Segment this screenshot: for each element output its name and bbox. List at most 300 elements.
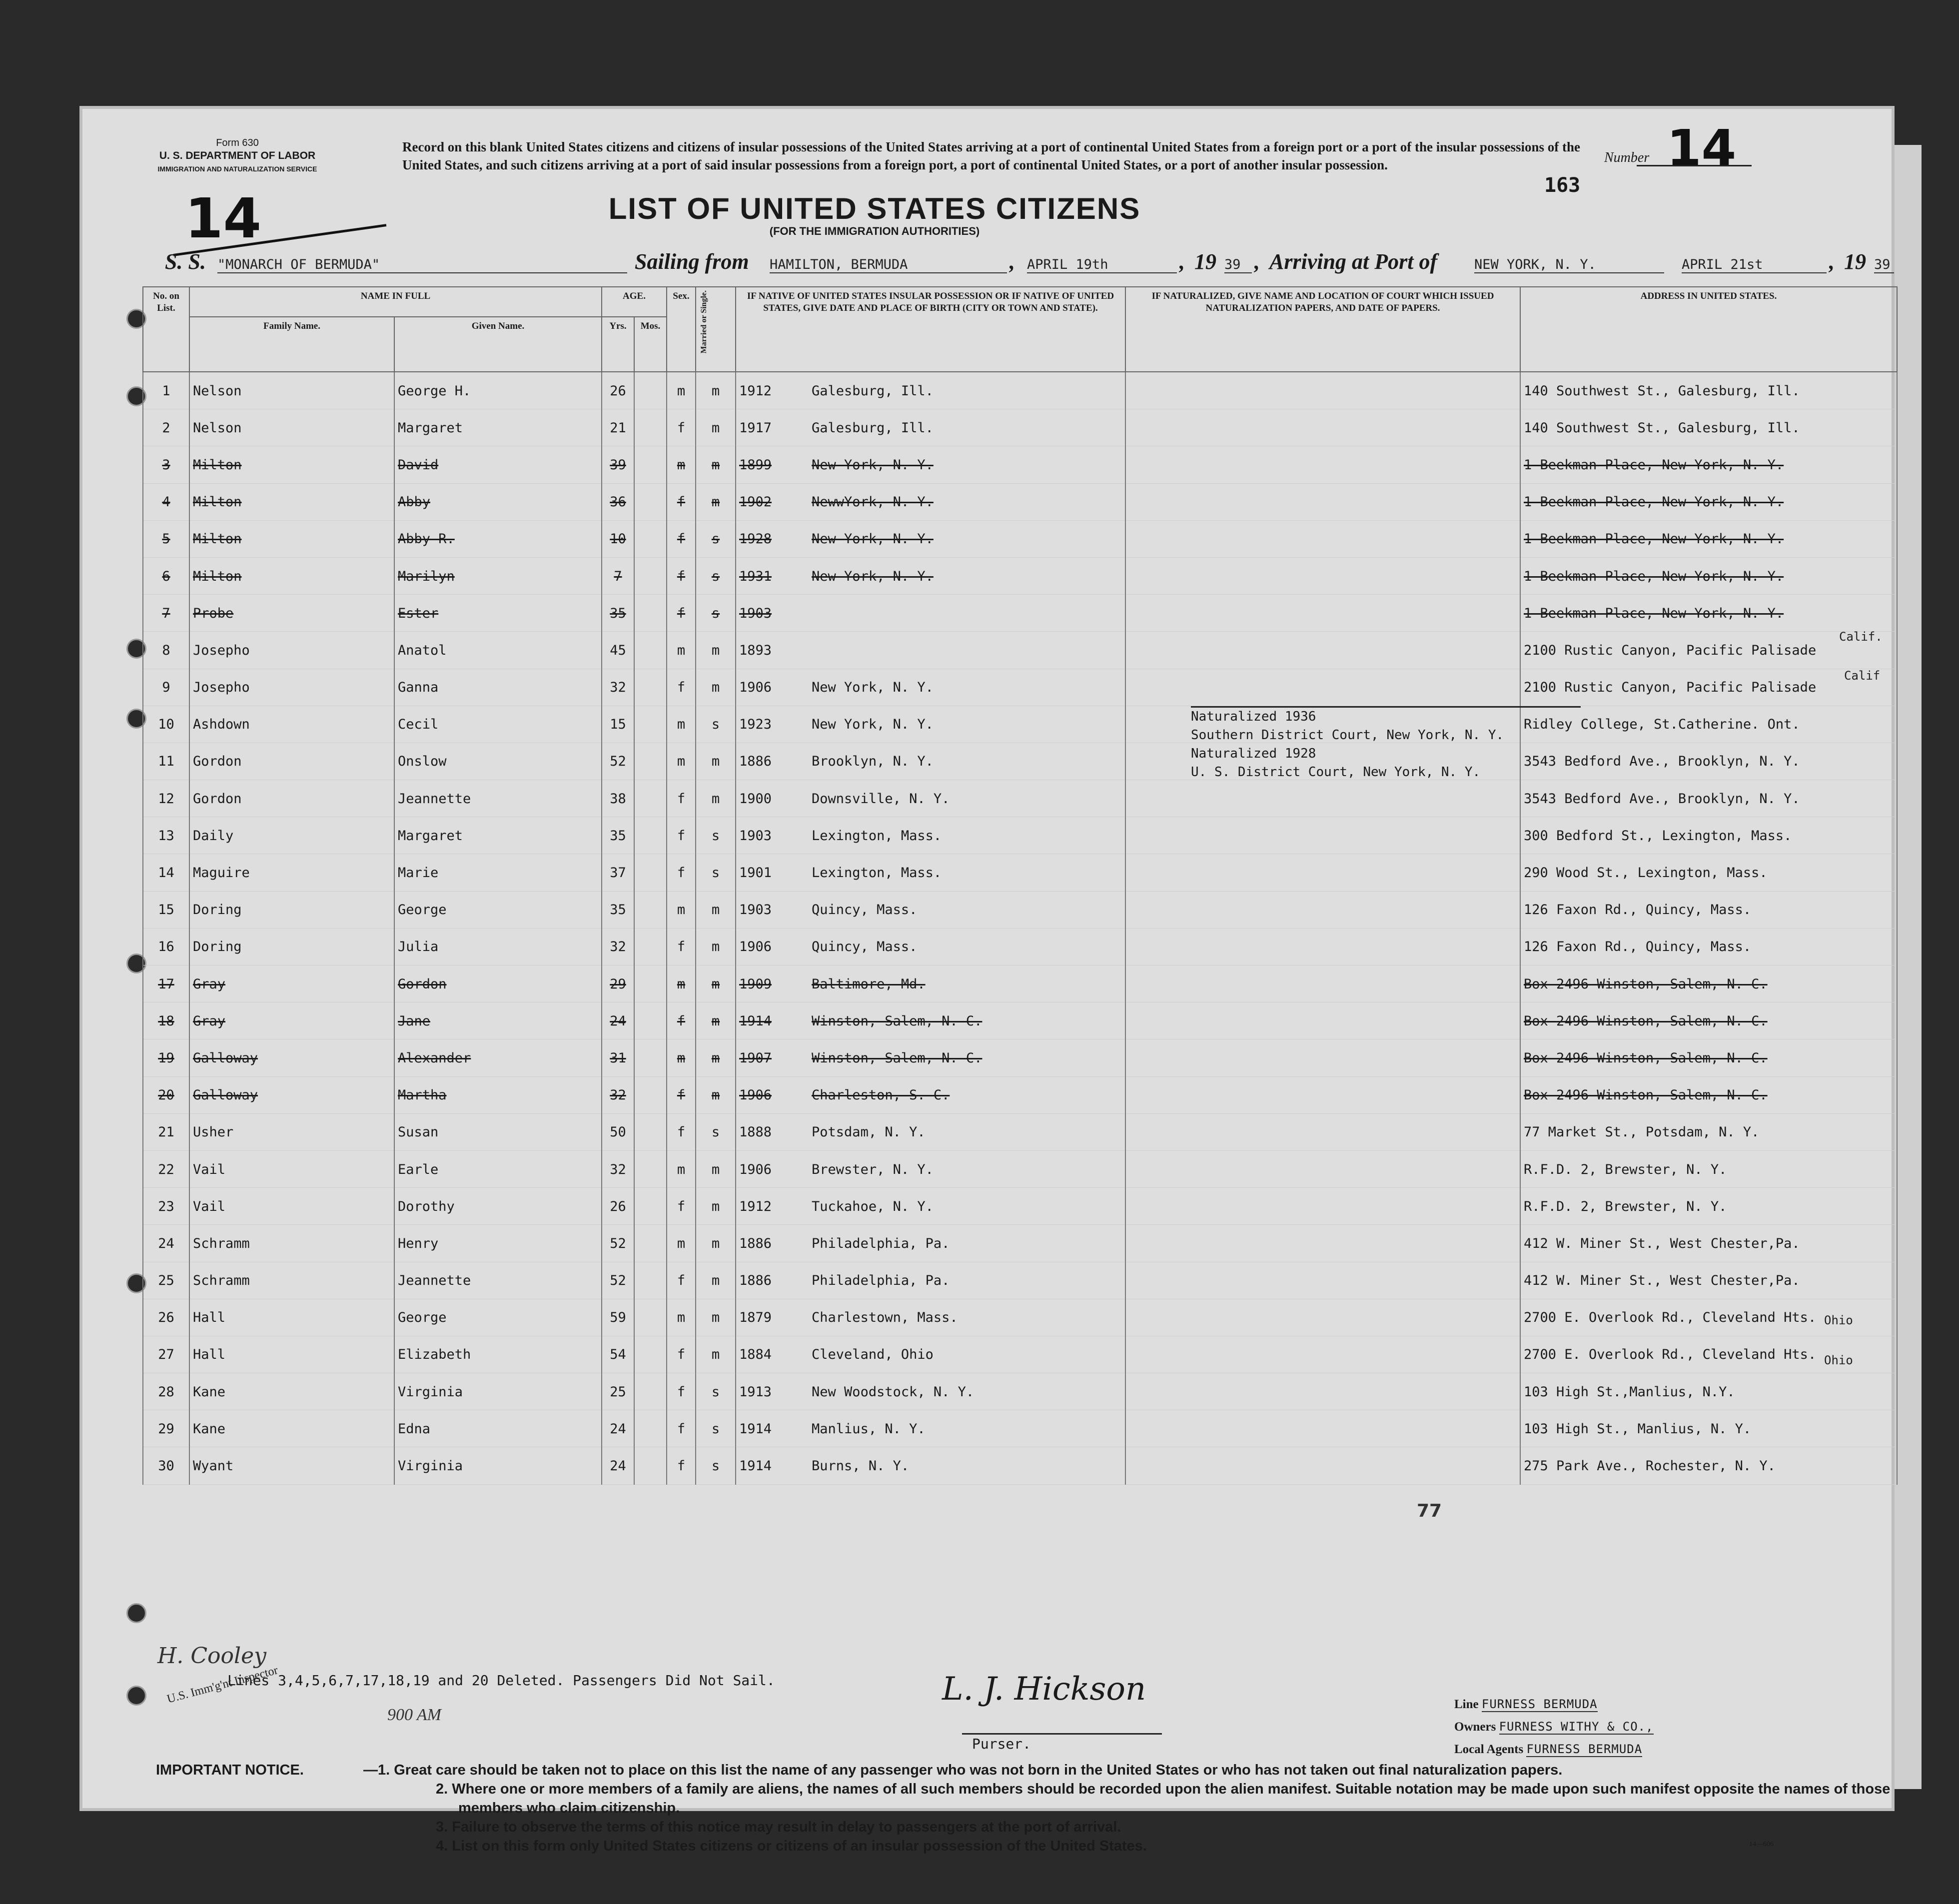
- cell-given: Margaret: [394, 817, 602, 854]
- cell-sex: m: [667, 892, 696, 929]
- cell-birth: [736, 1262, 1125, 1299]
- cell-mos: [634, 1262, 667, 1299]
- cell-no: 7: [143, 595, 189, 632]
- cell-given: George H.: [394, 372, 602, 409]
- cell-address: 290 Wood St., Lexington, Mass.: [1520, 854, 1897, 891]
- cell-marital: m: [696, 484, 736, 521]
- agents-value: FURNESS BERMUDA: [1526, 1742, 1643, 1756]
- cell-family: Milton: [189, 484, 394, 521]
- header-naturalized: IF NATURALIZED, GIVE NAME AND LOCATION OF COURT WHICH ISSUED NATURALIZATION PAPERS, AND DATE OF PAPERS.: [1125, 287, 1520, 372]
- header-family: Family Name.: [189, 317, 394, 372]
- cell-no: 14: [143, 854, 189, 891]
- notice-3: 3. Failure to observe the terms of this notice may result in delay to passengers at the port of arrival.: [436, 1819, 1121, 1835]
- cell-given: Abby: [394, 484, 602, 521]
- table-row: [143, 1114, 1897, 1151]
- cell-sex: f: [667, 669, 696, 706]
- cell-natz: [1125, 780, 1520, 817]
- cell-address: 77 Market St., Potsdam, N. Y.: [1520, 1114, 1897, 1151]
- cell-yrs: 15: [602, 706, 634, 743]
- birth-place: New York, N. Y.: [812, 717, 934, 733]
- cell-family: Galloway: [189, 1039, 394, 1076]
- cell-address: 2100 Rustic Canyon, Pacific Palisade: [1520, 632, 1897, 669]
- birth-place: Winston, Salem, N. C.: [812, 1050, 982, 1066]
- cell-yrs: 10: [602, 521, 634, 558]
- birth-year: 1914: [739, 1421, 772, 1437]
- cell-marital: m: [696, 780, 736, 817]
- cell-birth: [736, 1373, 1125, 1410]
- birth-place: Brewster, N. Y.: [812, 1161, 934, 1177]
- cell-family: Daily: [189, 817, 394, 854]
- cell-address: 1 Beekman Place, New York, N. Y.: [1520, 558, 1897, 595]
- address-annotation-calif-2: Calif: [1844, 669, 1881, 683]
- cell-no: 11: [143, 743, 189, 780]
- birth-year: 1906: [739, 680, 772, 696]
- cell-marital: m: [696, 1002, 736, 1039]
- birth-place: Philadelphia, Pa.: [812, 1235, 950, 1251]
- cell-no: 4: [143, 484, 189, 521]
- cell-no: 29: [143, 1410, 189, 1447]
- cell-family: Kane: [189, 1410, 394, 1447]
- cell-yrs: 32: [602, 1077, 634, 1114]
- voyage-line: S. S. "MONARCH OF BERMUDA" Sailing from HAMILTON, BERMUDA , APRIL 19th , 19 39 , Arriving at Port of NEW YORK, N. Y. APRIL 21st , 19 39: [165, 249, 1894, 279]
- cell-given: Ester: [394, 595, 602, 632]
- cell-given: Margaret: [394, 409, 602, 446]
- cell-birth: [736, 1447, 1125, 1484]
- cell-no: 25: [143, 1262, 189, 1299]
- cell-address: Ridley College, St.Catherine. Ont.: [1520, 706, 1897, 743]
- cell-address: Box 2496 Winston, Salem, N. C.: [1520, 1077, 1897, 1114]
- cell-sex: f: [667, 1410, 696, 1447]
- cell-mos: [634, 446, 667, 483]
- cell-birth: [736, 1225, 1125, 1262]
- cell-natz: [1125, 1262, 1520, 1299]
- arriving-port: NEW YORK, N. Y.: [1474, 257, 1664, 273]
- cell-family: Milton: [189, 446, 394, 483]
- cell-given: Marilyn: [394, 558, 602, 595]
- cell-yrs: 37: [602, 854, 634, 891]
- cell-sex: f: [667, 1447, 696, 1484]
- cell-natz: [1125, 1039, 1520, 1076]
- cell-birth: [736, 854, 1125, 891]
- cell-family: Doring: [189, 892, 394, 929]
- manifest-page: [82, 109, 1892, 1854]
- cell-yrs: 26: [602, 1188, 634, 1225]
- cell-natz: [1125, 1188, 1520, 1225]
- cell-birth: [736, 446, 1125, 483]
- cell-family: Milton: [189, 521, 394, 558]
- cell-marital: s: [696, 1373, 736, 1410]
- cell-birth: [736, 706, 1125, 743]
- cell-given: Virginia: [394, 1447, 602, 1484]
- table-row: [143, 484, 1897, 521]
- header-address: ADDRESS IN UNITED STATES.: [1520, 287, 1897, 372]
- cell-mos: [634, 595, 667, 632]
- cell-mos: [634, 780, 667, 817]
- cell-birth: [736, 929, 1125, 965]
- ship-name: "MONARCH OF BERMUDA": [217, 257, 627, 273]
- cell-sex: f: [667, 817, 696, 854]
- cell-sex: f: [667, 929, 696, 965]
- birth-year: 1914: [739, 1013, 772, 1029]
- cell-sex: m: [667, 446, 696, 483]
- cell-natz: [1125, 1447, 1520, 1484]
- cell-mos: [634, 1077, 667, 1114]
- birth-year: 1914: [739, 1458, 772, 1474]
- birth-place: Potsdam, N. Y.: [812, 1124, 926, 1140]
- instructions-text: Record on this blank United States citizens and citizens of insular possessions of the United States arriving at a port of continental United States from a foreign port or a port of the insular possessions of the United States, and such citizens arriving at a port of said insular possessions from a foreign port, a port of continental United States, or a port of another insular possession.: [402, 139, 1581, 172]
- cell-family: Maguire: [189, 854, 394, 891]
- cell-sex: m: [667, 965, 696, 1002]
- table-row: [143, 1447, 1897, 1484]
- number-label: Number: [1604, 150, 1650, 165]
- birth-year: 1912: [739, 1198, 772, 1214]
- cell-yrs: 38: [602, 780, 634, 817]
- cell-family: Probe: [189, 595, 394, 632]
- birth-year: 1879: [739, 1310, 772, 1326]
- cell-family: Schramm: [189, 1262, 394, 1299]
- cell-marital: m: [696, 1262, 736, 1299]
- cell-address: 140 Southwest St., Galesburg, Ill.: [1520, 409, 1897, 446]
- birth-place: Charleston, S. C.: [812, 1087, 950, 1103]
- cell-marital: s: [696, 595, 736, 632]
- cell-address: Box 2496 Winston, Salem, N. C.: [1520, 965, 1897, 1002]
- cell-no: 21: [143, 1114, 189, 1151]
- cell-mos: [634, 1188, 667, 1225]
- birth-year: 1906: [739, 939, 772, 955]
- cell-natz: [1125, 1410, 1520, 1447]
- arriving-label: Arriving at Port of: [1269, 249, 1438, 274]
- cell-family: Nelson: [189, 372, 394, 409]
- birth-year: 1901: [739, 865, 772, 881]
- inspector-stamp: U.S. Imm'g'nt Inspector: [165, 1664, 280, 1706]
- birth-year: 1923: [739, 717, 772, 733]
- cell-sex: f: [667, 558, 696, 595]
- naturalized-date-2: Naturalized 1928: [1191, 746, 1316, 761]
- cell-address: 140 Southwest St., Galesburg, Ill.: [1520, 372, 1897, 409]
- table-row: [143, 1077, 1897, 1114]
- cell-marital: s: [696, 521, 736, 558]
- cell-family: Gray: [189, 1002, 394, 1039]
- birth-place: Burns, N. Y.: [812, 1458, 910, 1474]
- cell-sex: f: [667, 1336, 696, 1373]
- birth-year: 1886: [739, 1273, 772, 1289]
- cell-mos: [634, 1151, 667, 1188]
- cell-address: 126 Faxon Rd., Quincy, Mass.: [1520, 892, 1897, 929]
- cell-marital: m: [696, 1039, 736, 1076]
- header-birth: IF NATIVE OF UNITED STATES INSULAR POSSESSION OR IF NATIVE OF UNITED STATES, GIVE DATE AND PLACE OF BIRTH (CITY OR TOWN AND STATE).: [736, 287, 1125, 372]
- birth-year: 1913: [739, 1384, 772, 1400]
- table-row: [143, 521, 1897, 558]
- cell-no: 16: [143, 929, 189, 965]
- cell-given: Jeannette: [394, 780, 602, 817]
- cell-yrs: 24: [602, 1447, 634, 1484]
- cell-no: 12: [143, 780, 189, 817]
- cell-mos: [634, 558, 667, 595]
- cell-mos: [634, 817, 667, 854]
- cell-given: David: [394, 446, 602, 483]
- header-no: No. on List.: [143, 287, 189, 372]
- sailing-label: Sailing from: [635, 249, 749, 274]
- cell-mos: [634, 484, 667, 521]
- cell-yrs: 32: [602, 1151, 634, 1188]
- cell-natz: [1125, 1114, 1520, 1151]
- table-row: [143, 1002, 1897, 1039]
- table-row: [143, 595, 1897, 632]
- table-row: [143, 1039, 1897, 1076]
- cell-mos: [634, 1373, 667, 1410]
- cell-no: 9: [143, 669, 189, 706]
- cell-family: Vail: [189, 1151, 394, 1188]
- birth-year: 1886: [739, 754, 772, 770]
- header-mos: Mos.: [634, 317, 667, 372]
- birth-place: Brooklyn, N. Y.: [812, 754, 934, 770]
- line-value: FURNESS BERMUDA: [1481, 1697, 1598, 1711]
- cell-yrs: 31: [602, 1039, 634, 1076]
- cell-given: Earle: [394, 1151, 602, 1188]
- cell-sex: m: [667, 706, 696, 743]
- birth-place: New York, N. Y.: [812, 531, 934, 547]
- cell-no: 26: [143, 1299, 189, 1336]
- header-married: Married or Single.: [700, 290, 708, 354]
- cell-yrs: 52: [602, 1225, 634, 1262]
- cell-birth: [736, 1077, 1125, 1114]
- cell-given: Ganna: [394, 669, 602, 706]
- passenger-list: [142, 286, 1897, 1671]
- cell-natz: [1125, 1077, 1520, 1114]
- cell-natz: [1125, 929, 1520, 965]
- cell-natz: [1125, 1299, 1520, 1336]
- cell-family: Usher: [189, 1114, 394, 1151]
- purser-signature-line: [962, 1733, 1162, 1735]
- cell-given: Elizabeth: [394, 1336, 602, 1373]
- cell-given: Onslow: [394, 743, 602, 780]
- cell-sex: f: [667, 1373, 696, 1410]
- cell-family: Kane: [189, 1373, 394, 1410]
- cell-marital: m: [696, 409, 736, 446]
- year-prefix-2: 19: [1844, 249, 1866, 274]
- cell-yrs: 21: [602, 409, 634, 446]
- naturalization-court-1: Southern District Court, New York, N. Y.: [1191, 728, 1504, 743]
- owners-value: FURNESS WITHY & CO.,: [1499, 1720, 1654, 1734]
- table-row: [143, 1151, 1897, 1188]
- time-note: 900 AM: [387, 1706, 441, 1724]
- cell-marital: m: [696, 929, 736, 965]
- cell-yrs: 24: [602, 1410, 634, 1447]
- birth-place: New York, N. Y.: [812, 568, 934, 584]
- cell-yrs: 35: [602, 595, 634, 632]
- agents-label: Local Agents: [1454, 1743, 1524, 1756]
- cell-given: George: [394, 1299, 602, 1336]
- cell-yrs: 35: [602, 817, 634, 854]
- cell-sex: f: [667, 521, 696, 558]
- header-yrs: Yrs.: [602, 317, 634, 372]
- cell-address: 1 Beekman Place, New York, N. Y.: [1520, 595, 1897, 632]
- cell-given: Virginia: [394, 1373, 602, 1410]
- cell-address: 3543 Bedford Ave., Brooklyn, N. Y.: [1520, 780, 1897, 817]
- cell-family: Vail: [189, 1188, 394, 1225]
- cell-given: Gordon: [394, 965, 602, 1002]
- birth-place: Manlius, N. Y.: [812, 1421, 926, 1437]
- cell-family: Ashdown: [189, 706, 394, 743]
- cell-marital: s: [696, 558, 736, 595]
- cell-no: 1: [143, 372, 189, 409]
- table-row: [143, 929, 1897, 965]
- cell-natz: [1125, 965, 1520, 1002]
- birth-place: Cleveland, Ohio: [812, 1347, 934, 1363]
- page-title: LIST OF UNITED STATES CITIZENS: [608, 192, 1141, 225]
- birth-year: 1902: [739, 494, 772, 510]
- birth-place: Quincy, Mass.: [812, 902, 918, 918]
- cell-marital: s: [696, 1114, 736, 1151]
- cell-no: 15: [143, 892, 189, 929]
- cell-natz: [1125, 372, 1520, 409]
- birth-place: Philadelphia, Pa.: [812, 1273, 950, 1289]
- cell-no: 18: [143, 1002, 189, 1039]
- birth-year: 1906: [739, 1161, 772, 1177]
- cell-natz: [1125, 1336, 1520, 1373]
- birth-place: Baltimore, Md.: [812, 976, 926, 992]
- cell-family: Josepho: [189, 632, 394, 669]
- birth-place: Charlestown, Mass.: [812, 1310, 958, 1326]
- header-given: Given Name.: [394, 317, 602, 372]
- cell-mos: [634, 892, 667, 929]
- cell-sex: f: [667, 854, 696, 891]
- cell-yrs: 45: [602, 632, 634, 669]
- cell-given: Anatol: [394, 632, 602, 669]
- cell-family: Gordon: [189, 743, 394, 780]
- cell-address: 412 W. Miner St., West Chester,Pa.: [1520, 1262, 1897, 1299]
- table-row: [143, 669, 1897, 706]
- cell-natz: [1125, 595, 1520, 632]
- address-annotation-calif: Calif.: [1839, 630, 1883, 644]
- cell-address: Box 2496 Winston, Salem, N. C.: [1520, 1002, 1897, 1039]
- cell-address: 1 Beekman Place, New York, N. Y.: [1520, 446, 1897, 483]
- purser-signature: L. J. Hickson: [942, 1671, 1146, 1708]
- cell-address: 2700 E. Overlook Rd., Cleveland Hts.: [1520, 1299, 1897, 1336]
- table-row: [143, 446, 1897, 483]
- cell-marital: m: [696, 446, 736, 483]
- form-footer-code: 14—606: [1749, 1841, 1774, 1848]
- birth-year: 1928: [739, 531, 772, 547]
- notice-label: IMPORTANT NOTICE.: [156, 1762, 304, 1778]
- table-row: [143, 780, 1897, 817]
- cell-sex: f: [667, 1262, 696, 1299]
- cell-natz: [1125, 1002, 1520, 1039]
- cell-birth: [736, 817, 1125, 854]
- cell-no: 5: [143, 521, 189, 558]
- cell-marital: s: [696, 1447, 736, 1484]
- cell-mos: [634, 372, 667, 409]
- cell-family: Nelson: [189, 409, 394, 446]
- form-number: Form 630: [216, 137, 259, 148]
- table-row: [143, 1262, 1897, 1299]
- cell-birth: [736, 965, 1125, 1002]
- birth-year: 1893: [739, 642, 772, 658]
- cell-family: Schramm: [189, 1225, 394, 1262]
- cell-no: 28: [143, 1373, 189, 1410]
- cell-given: Martha: [394, 1077, 602, 1114]
- cell-marital: s: [696, 817, 736, 854]
- cell-sex: f: [667, 1188, 696, 1225]
- year-prefix: 19: [1194, 249, 1216, 274]
- cell-birth: [736, 521, 1125, 558]
- cell-sex: m: [667, 632, 696, 669]
- cell-given: Susan: [394, 1114, 602, 1151]
- cell-marital: m: [696, 372, 736, 409]
- cell-no: 10: [143, 706, 189, 743]
- cell-marital: s: [696, 854, 736, 891]
- cell-marital: s: [696, 706, 736, 743]
- cell-yrs: 59: [602, 1299, 634, 1336]
- cell-yrs: 24: [602, 1002, 634, 1039]
- birth-place: Lexington, Mass.: [812, 828, 942, 844]
- table-row: [143, 409, 1897, 446]
- cell-sex: m: [667, 1225, 696, 1262]
- cell-no: 3: [143, 446, 189, 483]
- cell-natz: [1125, 1225, 1520, 1262]
- cell-birth: [736, 780, 1125, 817]
- birth-place: NewwYork, N. Y.: [812, 494, 934, 510]
- notice-1: 1. Great care should be taken not to place on this list the name of any passenger who was not born in the United States or who has not taken out final naturalization papers.: [378, 1762, 1563, 1778]
- cell-natz: [1125, 817, 1520, 854]
- cell-address: 275 Park Ave., Rochester, N. Y.: [1520, 1447, 1897, 1484]
- cell-natz: [1125, 1151, 1520, 1188]
- birth-year: 1931: [739, 568, 772, 584]
- birth-place: Lexington, Mass.: [812, 865, 942, 881]
- header-age: AGE.: [602, 287, 667, 317]
- cell-natz: [1125, 521, 1520, 558]
- address-annotation-ohio-2: Ohio: [1824, 1353, 1853, 1367]
- cell-yrs: 50: [602, 1114, 634, 1151]
- cell-birth: [736, 1151, 1125, 1188]
- cell-given: Edna: [394, 1410, 602, 1447]
- birth-year: 1909: [739, 976, 772, 992]
- cell-yrs: 54: [602, 1336, 634, 1373]
- cell-yrs: 7: [602, 558, 634, 595]
- cell-marital: m: [696, 669, 736, 706]
- cell-birth: [736, 1114, 1125, 1151]
- cell-given: Abby R.: [394, 521, 602, 558]
- cell-yrs: 25: [602, 1373, 634, 1410]
- birth-place: New Woodstock, N. Y.: [812, 1384, 975, 1400]
- cell-address: 126 Faxon Rd., Quincy, Mass.: [1520, 929, 1897, 965]
- birth-year: 1912: [739, 383, 772, 399]
- cell-yrs: 35: [602, 892, 634, 929]
- cell-mos: [634, 409, 667, 446]
- birth-year: 1886: [739, 1235, 772, 1251]
- naturalization-court-2: U. S. District Court, New York, N. Y.: [1191, 765, 1481, 780]
- cell-mos: [634, 929, 667, 965]
- cell-mos: [634, 521, 667, 558]
- notice-4: 4. List on this form only United States citizens or citizens of an insular possession of the United States.: [436, 1838, 1147, 1854]
- naturalized-date-1: Naturalized 1936: [1191, 706, 1581, 726]
- birth-year: 1906: [739, 1087, 772, 1103]
- cell-birth: [736, 372, 1125, 409]
- cell-birth: [736, 1410, 1125, 1447]
- arriving-year: 39: [1874, 257, 1894, 273]
- cell-mos: [634, 632, 667, 669]
- cell-sex: f: [667, 484, 696, 521]
- sailing-year: 39: [1224, 257, 1252, 273]
- form-heading: [130, 136, 345, 175]
- department-name: U. S. DEPARTMENT OF LABOR: [159, 150, 316, 161]
- cell-natz: [1125, 409, 1520, 446]
- cell-yrs: 52: [602, 1262, 634, 1299]
- cell-sex: m: [667, 372, 696, 409]
- passenger-rows: [143, 372, 1897, 1485]
- cell-address: 300 Bedford St., Lexington, Mass.: [1520, 817, 1897, 854]
- cell-birth: [736, 1188, 1125, 1225]
